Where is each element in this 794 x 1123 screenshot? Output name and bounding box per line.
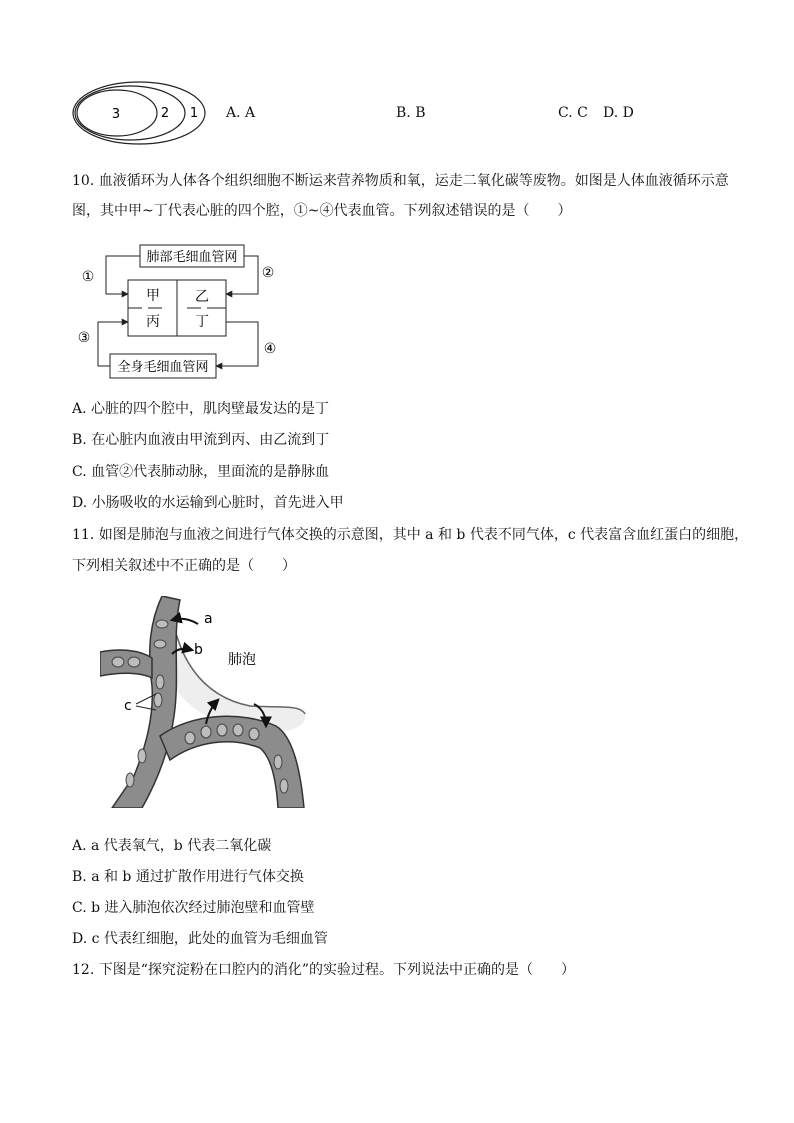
q10-option-b[interactable]: B. 在心脏内血液由甲流到丙、由乙流到丁 bbox=[72, 432, 330, 448]
q10-option-a[interactable]: A. 心脏的四个腔中，肌肉壁最发达的是丁 bbox=[72, 401, 330, 417]
label-c: c bbox=[124, 698, 132, 714]
red-blood-cell bbox=[112, 657, 124, 667]
vessel-label-3: ③ bbox=[77, 330, 91, 346]
chamber-ding: 丁 bbox=[195, 314, 209, 330]
red-blood-cell bbox=[156, 675, 164, 689]
chamber-jia: 甲 bbox=[146, 288, 160, 304]
q9-option-c[interactable]: C. C bbox=[558, 105, 588, 121]
q9-option-a[interactable]: A. A bbox=[226, 105, 256, 121]
body-capillary-label: 全身毛细血管网 bbox=[117, 360, 209, 375]
vessel-label-1: ① bbox=[81, 269, 95, 285]
q11-option-b[interactable]: B. a 和 b 通过扩散作用进行气体交换 bbox=[72, 869, 304, 885]
q11-stem-line2: 下列相关叙述中不正确的是（ ） bbox=[72, 558, 296, 574]
label-alveolus: 肺泡 bbox=[228, 652, 256, 668]
label-b: b bbox=[194, 642, 203, 658]
q10-option-d[interactable]: D. 小肠吸收的水运输到心脏时，首先进入甲 bbox=[72, 495, 344, 511]
q11-option-d[interactable]: D. c 代表红细胞，此处的血管为毛细血管 bbox=[72, 931, 328, 947]
q9-option-b[interactable]: B. B bbox=[396, 105, 426, 121]
q10-option-c[interactable]: C. 血管②代表肺动脉，里面流的是静脉血 bbox=[72, 464, 330, 480]
nested-ellipses-diagram bbox=[70, 80, 210, 150]
lung-capillary-label: 肺部毛细血管网 bbox=[146, 250, 238, 265]
chamber-bing: 丙 bbox=[146, 314, 160, 330]
q10-stem-line1: 10. 血液循环为人体各个组织细胞不断运来营养物质和氧，运走二氧化碳等废物。如图是人体血液循环示意 bbox=[72, 173, 729, 189]
red-blood-cell bbox=[217, 724, 227, 736]
q9-option-d[interactable]: D. D bbox=[603, 105, 634, 121]
red-blood-cell bbox=[249, 728, 259, 740]
label-a: a bbox=[204, 611, 213, 627]
q11-option-a[interactable]: A. a 代表氧气，b 代表二氧化碳 bbox=[72, 838, 272, 854]
red-blood-cell bbox=[154, 640, 166, 648]
q12-stem: 12. 下图是“探究淀粉在口腔内的消化”的实验过程。下列说法中正确的是（ ） bbox=[72, 962, 576, 978]
red-blood-cell bbox=[201, 726, 211, 738]
ellipse-label-2: 2 bbox=[160, 106, 170, 121]
q11-stem-line1: 11. 如图是肺泡与血液之间进行气体交换的示意图，其中 a 和 b 代表不同气体，c 代表富含血红蛋白的细胞， bbox=[72, 527, 749, 543]
chamber-yi: 乙 bbox=[195, 289, 209, 305]
red-blood-cell bbox=[280, 779, 288, 793]
red-blood-cell bbox=[126, 773, 134, 787]
vessel-left-branch bbox=[100, 650, 152, 678]
q10-stem-line2: 图，其中甲~丁代表心脏的四个腔，①~④代表血管。下列叙述错误的是（ ） bbox=[72, 203, 572, 219]
vessel-label-2: ② bbox=[261, 265, 275, 281]
vessel-label-4: ④ bbox=[263, 341, 277, 357]
red-blood-cell bbox=[138, 749, 146, 763]
ellipse-label-1: 1 bbox=[189, 106, 199, 121]
q11-option-c[interactable]: C. b 进入肺泡依次经过肺泡壁和血管壁 bbox=[72, 900, 315, 916]
red-blood-cell bbox=[185, 732, 195, 744]
blood-circulation-diagram bbox=[72, 238, 292, 386]
red-blood-cell bbox=[156, 620, 168, 628]
alveolus-gas-exchange-figure bbox=[100, 596, 310, 808]
vessel-vertical bbox=[112, 596, 180, 808]
red-blood-cell bbox=[274, 755, 282, 769]
ellipse-label-3: 3 bbox=[111, 107, 121, 122]
red-blood-cell bbox=[128, 657, 140, 667]
red-blood-cell bbox=[233, 724, 243, 736]
red-blood-cell bbox=[154, 693, 162, 707]
